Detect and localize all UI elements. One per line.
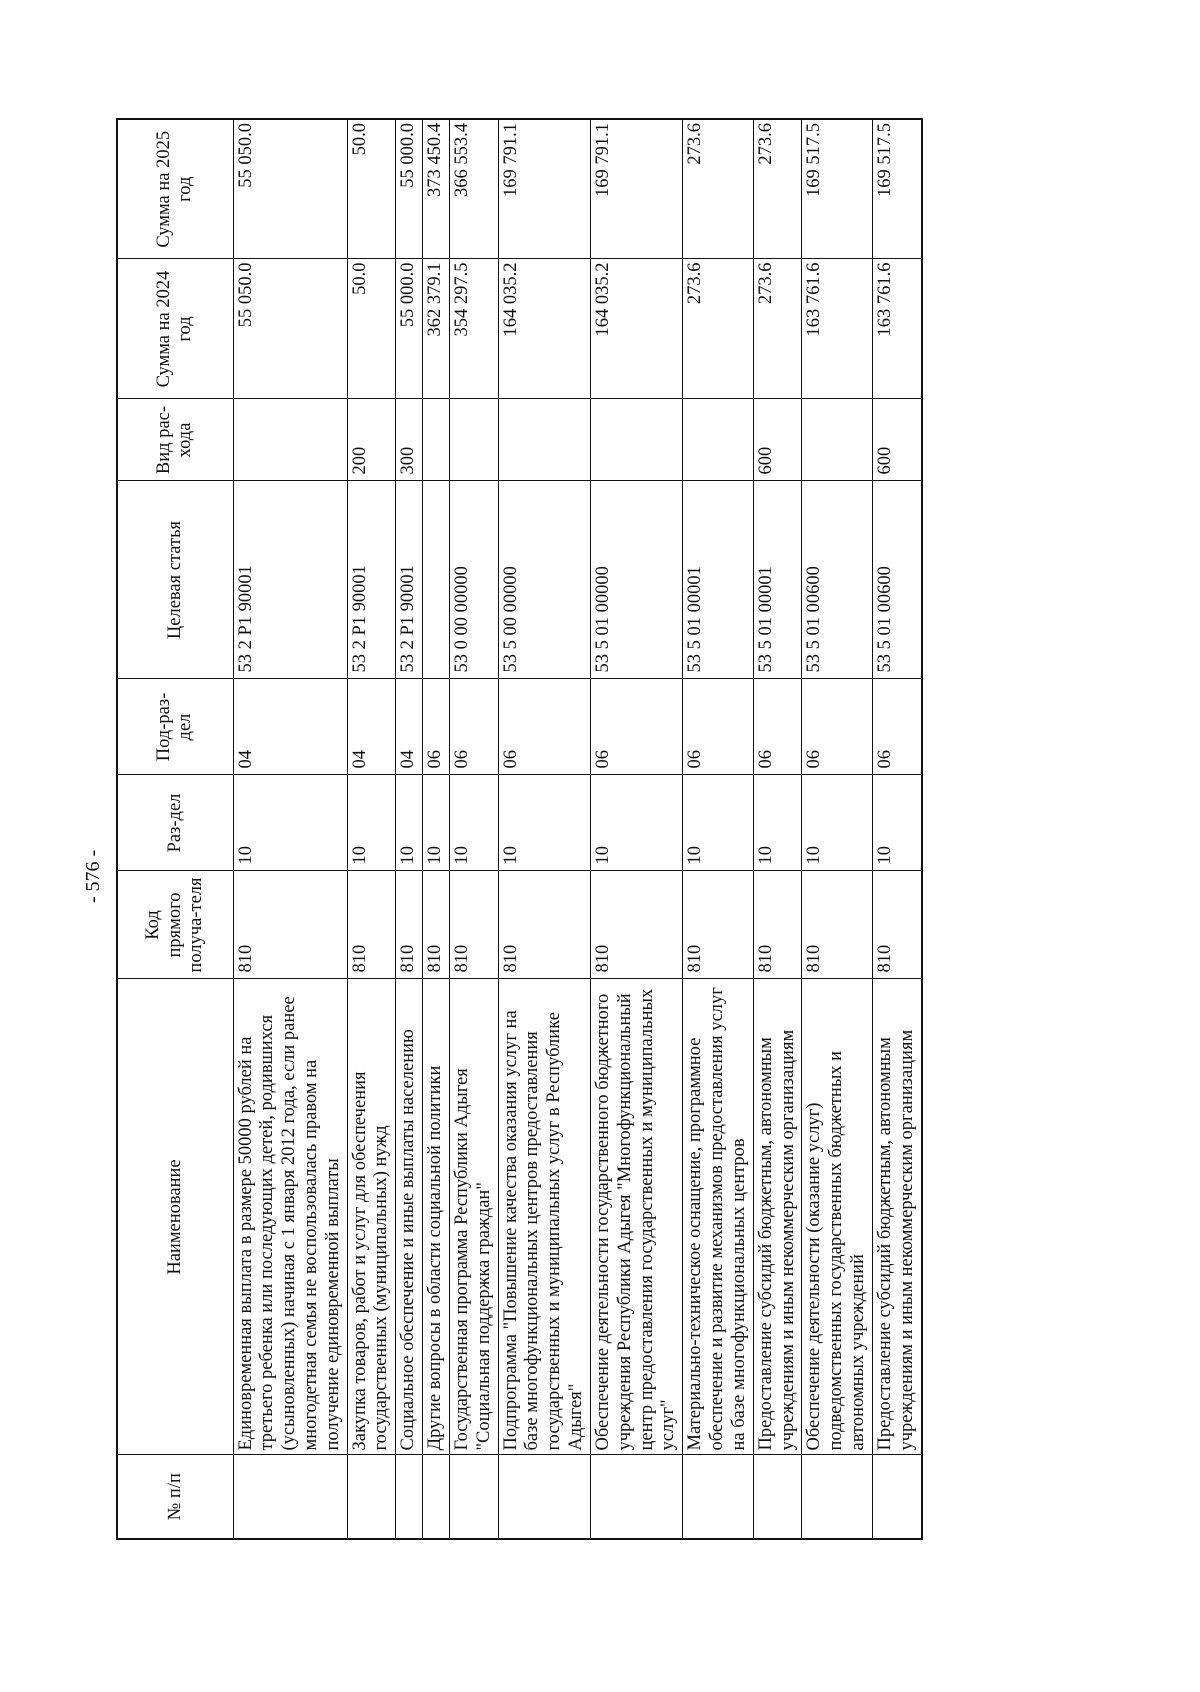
cell-num — [423, 1455, 450, 1539]
table-row — [423, 119, 450, 1539]
table-row — [683, 119, 753, 1539]
table-row — [449, 119, 498, 1539]
cell-num — [396, 1455, 423, 1539]
cell-recipient: 810 — [396, 871, 423, 979]
cell-subsection: 04 — [233, 679, 347, 775]
page-number — [74, 846, 114, 906]
cell-sum2024: 55 000.0 — [396, 259, 423, 399]
cell-num — [753, 1455, 802, 1539]
cell-sum2025: 169 517.5 — [872, 119, 921, 259]
header-subsection: Под-раз-дел — [117, 679, 233, 775]
cell-recipient: 810 — [449, 871, 498, 979]
cell-section: 10 — [872, 775, 921, 871]
header-name: Наименование — [117, 979, 233, 1455]
cell-sum2025: 373 450.4 — [423, 119, 450, 259]
cell-name: Обеспечение деятельности (оказание услуг) подведомственных государственных бюджетных и автономных учреждений — [802, 979, 872, 1455]
cell-sum2024: 50.0 — [347, 259, 396, 399]
cell-expense — [802, 399, 872, 481]
cell-num — [872, 1455, 921, 1539]
cell-target: 53 5 00 00000 — [498, 481, 590, 679]
table-row — [802, 119, 872, 1539]
cell-name: Закупка товаров, работ и услуг для обеспечения государственных (муниципальных) нужд — [347, 979, 396, 1455]
cell-recipient: 810 — [753, 871, 802, 979]
cell-expense — [233, 399, 347, 481]
header-target: Целевая статья — [117, 481, 233, 679]
cell-expense — [590, 399, 682, 481]
table-row — [753, 119, 802, 1539]
cell-sum2025: 273.6 — [683, 119, 753, 259]
table-row — [347, 119, 396, 1539]
cell-sum2024: 354 297.5 — [449, 259, 498, 399]
cell-sum2025: 55 000.0 — [396, 119, 423, 259]
cell-section: 10 — [802, 775, 872, 871]
table-row — [396, 119, 423, 1539]
cell-sum2024: 164 035.2 — [590, 259, 682, 399]
table-row — [498, 119, 590, 1539]
cell-subsection: 04 — [396, 679, 423, 775]
cell-section: 10 — [233, 775, 347, 871]
cell-target: 53 0 00 00000 — [449, 481, 498, 679]
cell-num — [449, 1455, 498, 1539]
cell-section: 10 — [753, 775, 802, 871]
cell-sum2024: 163 761.6 — [802, 259, 872, 399]
cell-target: 53 5 01 00600 — [872, 481, 921, 679]
cell-sum2025: 50.0 — [347, 119, 396, 259]
cell-expense — [423, 399, 450, 481]
cell-subsection: 06 — [590, 679, 682, 775]
cell-sum2025: 366 553.4 — [449, 119, 498, 259]
cell-name: Предоставление субсидий бюджетным, автономным учреждениям и иным некоммерческим организациям — [872, 979, 921, 1455]
cell-target: 53 5 01 00001 — [753, 481, 802, 679]
cell-subsection: 06 — [683, 679, 753, 775]
cell-target — [423, 481, 450, 679]
cell-recipient: 810 — [347, 871, 396, 979]
cell-recipient: 810 — [423, 871, 450, 979]
header-expense: Вид рас-хода — [117, 399, 233, 481]
cell-sum2024: 273.6 — [683, 259, 753, 399]
cell-section: 10 — [423, 775, 450, 871]
cell-name: Единовременная выплата в размере 50000 рублей на третьего ребенка или последующих детей, родившихся (усыновленных) начиная с 1 января 2012 года, если ранее многодетная семья не воспользовалась правом на получение единовременной выплаты — [233, 979, 347, 1455]
cell-num — [683, 1455, 753, 1539]
cell-expense: 300 — [396, 399, 423, 481]
cell-sum2024: 273.6 — [753, 259, 802, 399]
cell-name: Материально-техническое оснащение, программное обеспечение и развитие механизмов предоставления услуг на базе многофункциональных центров — [683, 979, 753, 1455]
cell-section: 10 — [449, 775, 498, 871]
cell-num — [233, 1455, 347, 1539]
cell-name: Обеспечение деятельности государственного бюджетного учреждения Республики Адыгея "Многофункциональный центр предоставления государственных и муниципальных услуг" — [590, 979, 682, 1455]
cell-expense: 600 — [872, 399, 921, 481]
cell-sum2024: 55 050.0 — [233, 259, 347, 399]
cell-subsection: 06 — [498, 679, 590, 775]
table-body — [233, 119, 922, 1539]
cell-recipient: 810 — [498, 871, 590, 979]
cell-num — [347, 1455, 396, 1539]
cell-name: Предоставление субсидий бюджетным, автономным учреждениям и иным некоммерческим организациям — [753, 979, 802, 1455]
cell-sum2024: 163 761.6 — [872, 259, 921, 399]
cell-sum2024: 362 379.1 — [423, 259, 450, 399]
cell-section: 10 — [396, 775, 423, 871]
cell-name: Другие вопросы в области социальной политики — [423, 979, 450, 1455]
cell-recipient: 810 — [233, 871, 347, 979]
cell-num — [590, 1455, 682, 1539]
cell-recipient: 810 — [683, 871, 753, 979]
header-sum2024: Сумма на 2024 год — [117, 259, 233, 399]
cell-recipient: 810 — [802, 871, 872, 979]
cell-sum2025: 169 791.1 — [590, 119, 682, 259]
cell-subsection: 06 — [872, 679, 921, 775]
cell-name: Социальное обеспечение и иные выплаты населению — [396, 979, 423, 1455]
cell-subsection: 04 — [347, 679, 396, 775]
table-row — [233, 119, 347, 1539]
cell-name: Государственная программа Республики Адыгея "Социальная поддержка граждан" — [449, 979, 498, 1455]
cell-recipient: 810 — [872, 871, 921, 979]
header-num: № п/п — [117, 1455, 233, 1539]
header-recipient: Код прямого получа-теля — [117, 871, 233, 979]
cell-section: 10 — [498, 775, 590, 871]
cell-sum2025: 169 517.5 — [802, 119, 872, 259]
cell-section: 10 — [347, 775, 396, 871]
cell-num — [802, 1455, 872, 1539]
cell-section: 10 — [590, 775, 682, 871]
cell-section: 10 — [683, 775, 753, 871]
budget-table — [116, 118, 923, 1540]
cell-target: 53 2 P1 90001 — [396, 481, 423, 679]
cell-sum2025: 55 050.0 — [233, 119, 347, 259]
cell-expense: 200 — [347, 399, 396, 481]
cell-target: 53 5 01 00001 — [683, 481, 753, 679]
cell-expense — [498, 399, 590, 481]
cell-expense: 600 — [753, 399, 802, 481]
cell-subsection: 06 — [802, 679, 872, 775]
cell-num — [498, 1455, 590, 1539]
cell-name: Подпрограмма "Повышение качества оказания услуг на базе многофункциональных центров предоставления государственных и муниципальных услуг в Республике Адыгея" — [498, 979, 590, 1455]
budget-table-rotated — [116, 120, 1066, 1540]
cell-expense — [449, 399, 498, 481]
table-row — [872, 119, 921, 1539]
cell-recipient: 810 — [590, 871, 682, 979]
table-row — [590, 119, 682, 1539]
cell-sum2025: 273.6 — [753, 119, 802, 259]
cell-subsection: 06 — [753, 679, 802, 775]
cell-subsection: 06 — [449, 679, 498, 775]
page-number-text: - 576 - — [82, 849, 105, 903]
cell-target: 53 5 01 00600 — [802, 481, 872, 679]
header-section: Раз-дел — [117, 775, 233, 871]
table-header-row — [117, 119, 233, 1539]
cell-sum2025: 169 791.1 — [498, 119, 590, 259]
cell-target: 53 2 P1 90001 — [233, 481, 347, 679]
cell-target: 53 2 P1 90001 — [347, 481, 396, 679]
cell-sum2024: 164 035.2 — [498, 259, 590, 399]
cell-subsection: 06 — [423, 679, 450, 775]
cell-expense — [683, 399, 753, 481]
cell-target: 53 5 01 00000 — [590, 481, 682, 679]
header-sum2025: Сумма на 2025 год — [117, 119, 233, 259]
